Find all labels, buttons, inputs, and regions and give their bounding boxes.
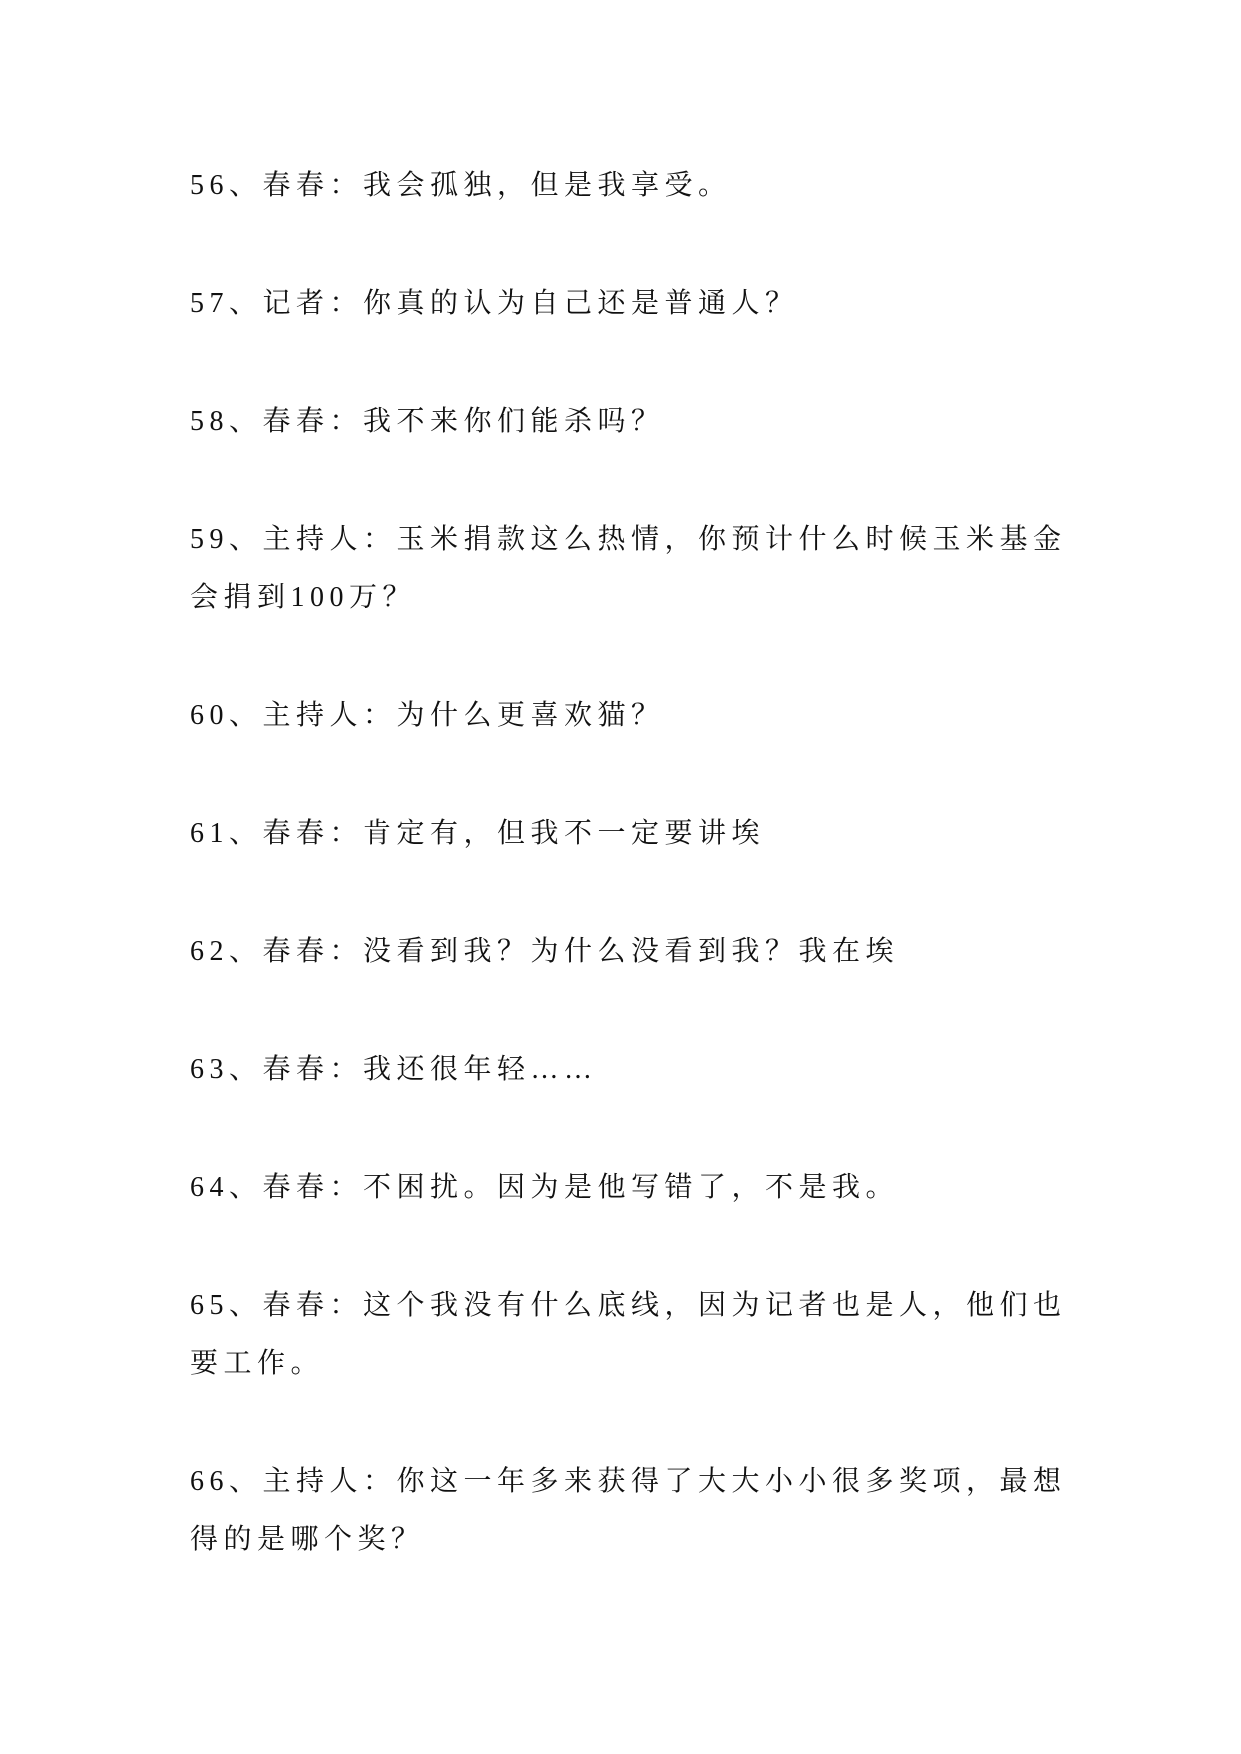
paragraph-58: 58、春春：我不来你们能杀吗？ (190, 406, 665, 437)
paragraph-62: 62、春春：没看到我？为什么没看到我？我在埃 (190, 936, 900, 967)
paragraph-66: 66、主持人：你这一年多来获得了大大小小很多奖项，最想得的是哪个奖？ (190, 1466, 1067, 1555)
document-body (190, 157, 1090, 1629)
paragraph-60: 60、主持人：为什么更喜欢猫？ (190, 700, 665, 731)
paragraph-64: 64、春春：不困扰。因为是他写错了，不是我。 (190, 1172, 900, 1203)
paragraph-56: 56、春春：我会孤独，但是我享受。 (190, 170, 732, 201)
paragraph-65: 65、春春：这个我没有什么底线，因为记者也是人，他们也要工作。 (190, 1290, 1067, 1379)
paragraph-59: 59、主持人：玉米捐款这么热情，你预计什么时候玉米基金会捐到100万？ (190, 524, 1067, 613)
paragraph-57: 57、记者：你真的认为自己还是普通人？ (190, 288, 799, 319)
paragraph-63: 63、春春：我还很年轻…… (190, 1054, 598, 1085)
paragraph-61: 61、春春：肯定有，但我不一定要讲埃 (190, 818, 766, 849)
